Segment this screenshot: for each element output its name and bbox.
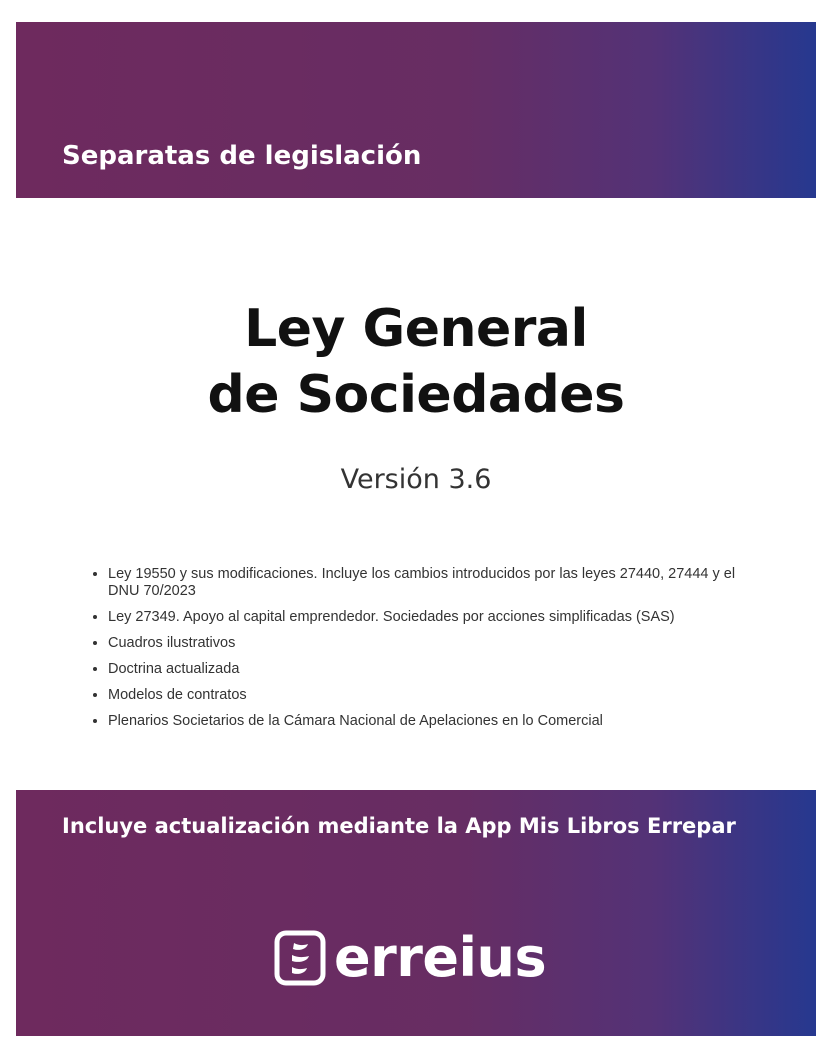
feature-item: • Cuadros ilustrativos <box>108 635 748 652</box>
book-title-line-2: de Sociedades <box>207 365 625 425</box>
feature-item: • Doctrina actualizada <box>108 661 748 678</box>
feature-item: • Plenarios Societarios de la Cámara Nacional de Apelaciones en lo Comercial <box>108 713 748 730</box>
version-label: Versión 3.6 <box>340 464 492 495</box>
feature-item: • Ley 19550 y sus modificaciones. Incluye los cambios introducidos por las leyes 27440, 27444 y el DNU 70/2023 <box>108 566 748 600</box>
publisher-name: erreius <box>334 926 547 989</box>
top-banner <box>16 22 816 198</box>
feature-item: • Ley 27349. Apoyo al capital emprendedor. Sociedades por acciones simplificadas (SAS) <box>108 609 748 626</box>
publisher-logo <box>274 926 546 990</box>
feature-item: • Modelos de contratos <box>108 687 748 704</box>
bottom-banner <box>16 790 816 1036</box>
series-title: Separatas de legislación <box>62 141 422 171</box>
feature-list <box>90 566 748 739</box>
book-cover <box>16 22 816 1036</box>
update-note: Incluye actualización mediante la App Mis Libros Errepar <box>62 814 736 838</box>
erreius-logo-icon <box>274 930 326 986</box>
book-title-line-1: Ley General <box>244 299 588 359</box>
book-title <box>16 296 816 428</box>
